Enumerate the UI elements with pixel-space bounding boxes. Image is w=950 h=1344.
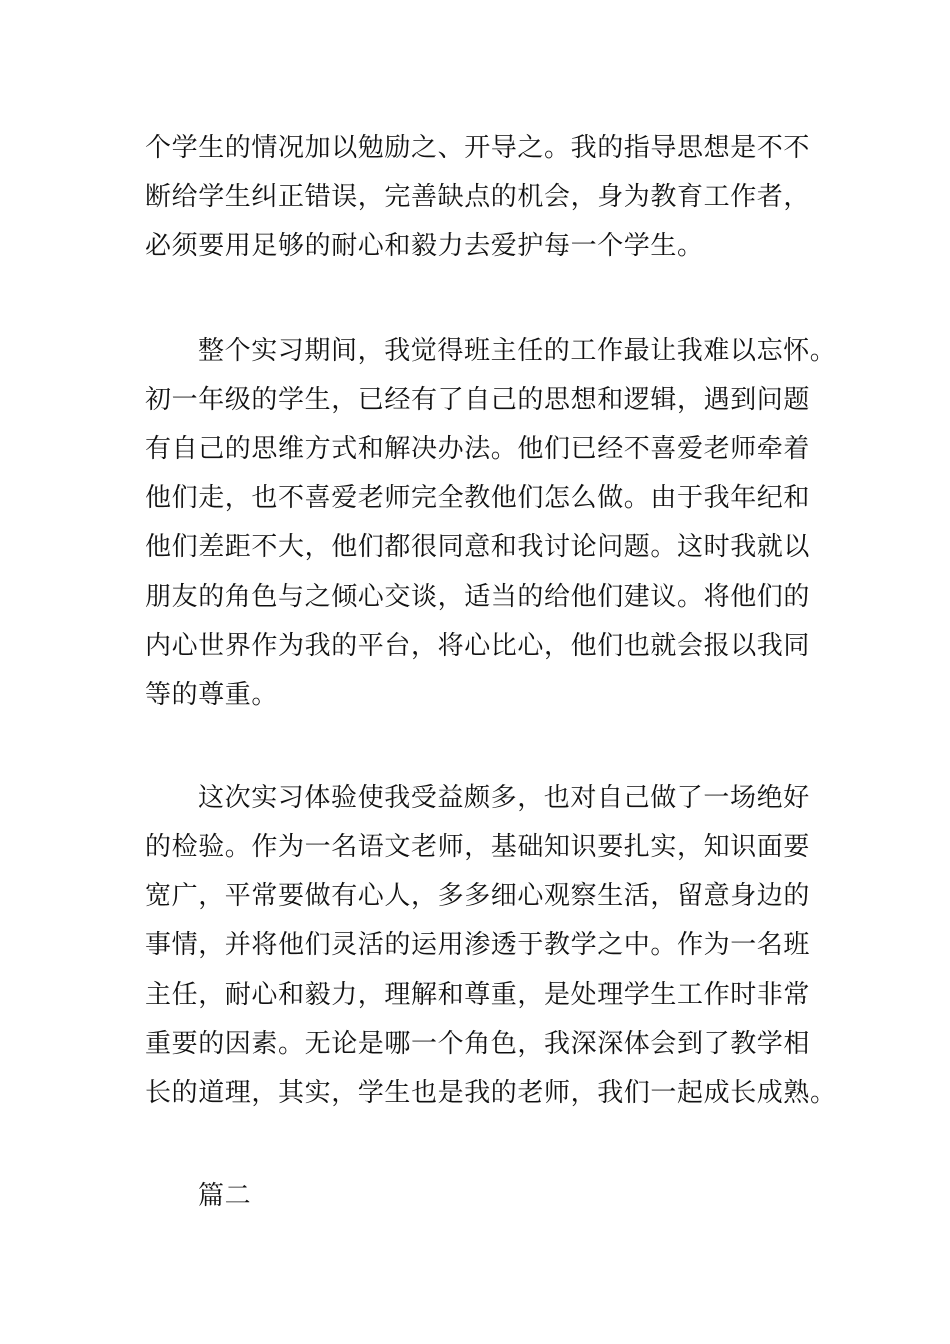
paragraph-2-line-7: 内心世界作为我的平台，将心比心，他们也就会报以我同 — [145, 631, 811, 661]
paragraph-3-line-7: 长的道理，其实，学生也是我的老师，我们一起成长成熟。 — [145, 1078, 837, 1108]
paragraph-3-line-1: 这次实习体验使我受益颇多，也对自己做了一场绝好 — [198, 783, 810, 813]
paragraph-1-line-3: 必须要用足够的耐心和毅力去爱护每一个学生。 — [145, 231, 704, 261]
paragraph-3-line-4: 事情，并将他们灵活的运用渗透于教学之中。作为一名班 — [145, 930, 811, 960]
paragraph-3-line-2: 的检验。作为一名语文老师，基础知识要扎实，知识面要 — [145, 832, 811, 862]
paragraph-1-line-2: 断给学生纠正错误，完善缺点的机会，身为教育工作者， — [145, 182, 811, 212]
paragraph-2-line-8: 等的尊重。 — [145, 680, 279, 710]
paragraph-2-line-5: 他们差距不大，他们都很同意和我讨论问题。这时我就以 — [145, 532, 811, 562]
paragraph-2-line-6: 朋友的角色与之倾心交谈，适当的给他们建议。将他们的 — [145, 582, 811, 612]
paragraph-3-line-3: 宽广，平常要做有心人，多多细心观察生活，留意身边的 — [145, 881, 811, 911]
section-heading: 篇二 — [198, 1181, 252, 1211]
paragraph-2-line-3: 有自己的思维方式和解决办法。他们已经不喜爱老师牵着 — [145, 434, 811, 464]
paragraph-2-line-4: 他们走，也不喜爱老师完全教他们怎么做。由于我年纪和 — [145, 483, 811, 513]
paragraph-2-line-1: 整个实习期间，我觉得班主任的工作最让我难以忘怀。 — [198, 336, 837, 366]
paragraph-3-line-6: 重要的因素。无论是哪一个角色，我深深体会到了教学相 — [145, 1029, 811, 1059]
paragraph-3-line-5: 主任，耐心和毅力，理解和尊重，是处理学生工作时非常 — [145, 980, 811, 1010]
paragraph-1-line-1: 个学生的情况加以勉励之、开导之。我的指导思想是不不 — [145, 133, 811, 163]
paragraph-2-line-2: 初一年级的学生，已经有了自己的思想和逻辑，遇到问题 — [145, 385, 811, 415]
